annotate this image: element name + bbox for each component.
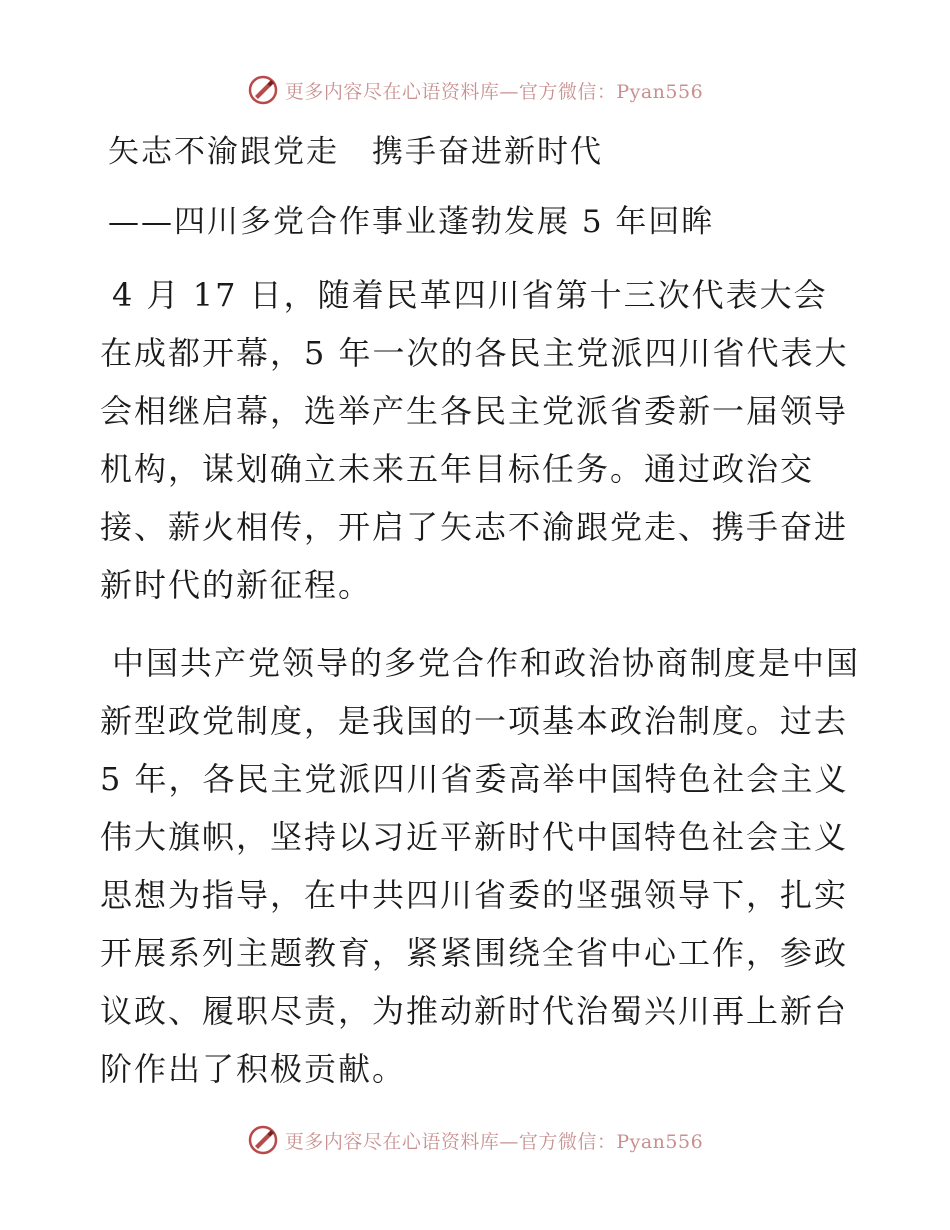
pen-logo-icon [247,1124,279,1156]
watermark-header [0,70,950,110]
paragraph: 中国共产党领导的多党合作和政治协商制度是中国新型政党制度，是我国的一项基本政治制度。过去 5 年，各民主党派四川省委高举中国特色社会主义伟大旗帜，坚持以习近平新时代中国特色社会主义思想为指导，在中共四川省委的坚强领导下，扎实开展系列主题教育，紧紧围绕全省中心工作，参政议政、履职尽责，为推动新时代治蜀兴川再上新台阶作出了积极贡献。 [100,644,861,1088]
pen-logo-icon [247,74,279,106]
article-title: 矢志不渝跟党走 携手奋进新时代 [108,134,603,170]
article-subtitle: ——四川多党合作事业蓬勃发展 5 年回眸 [108,204,715,240]
watermark-text: 更多内容尽在心语资料库—官方微信：Pyan556 [284,1130,704,1153]
watermark-footer [0,1120,950,1160]
watermark-text: 更多内容尽在心语资料库—官方微信：Pyan556 [284,80,704,103]
paragraph: 4 月 17 日，随着民革四川省第十三次代表大会在成都开幕，5 年一次的各民主党派四川省代表大会相继启幕，选举产生各民主党派省委新一届领导机构，谋划确立未来五年目标任务。通过政治交接、薪火相传，开启了矢志不渝跟党走、携手奋进新时代的新征程。 [100,276,849,604]
